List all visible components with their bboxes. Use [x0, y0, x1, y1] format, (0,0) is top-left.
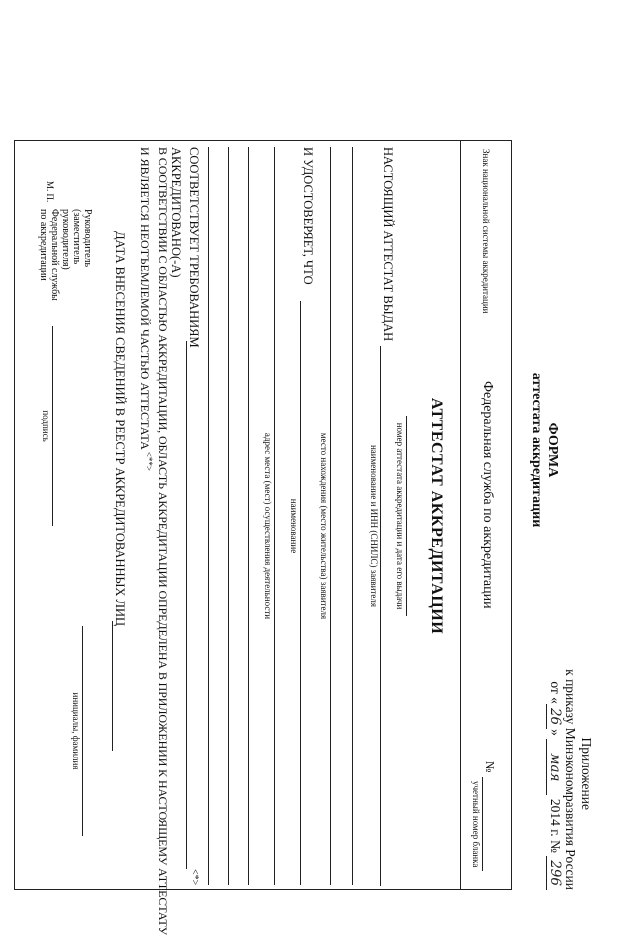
issued-line: [380, 346, 381, 886]
number-date-label: номер аттестата аккредитации и дата его выдачи: [395, 422, 405, 610]
location-line: [330, 147, 331, 885]
address-line-3: [228, 147, 229, 885]
certifies-label: И УДОСТОВЕРЯЕТ, ЧТО: [301, 147, 315, 285]
handwritten-day: 26: [546, 704, 563, 729]
initials-line: [82, 626, 83, 836]
certifies-line: [300, 301, 301, 885]
meets-label: СООТВЕТСТВУЕТ ТРЕБОВАНИЯМ: [187, 147, 201, 348]
handwritten-month: мая: [546, 739, 563, 795]
appendix-title: Приложение: [579, 737, 594, 810]
head-title: Руководитель (заместитель руководителя) Федеральной службы по аккредитации: [38, 209, 93, 301]
form-frame: [14, 140, 512, 935]
stamp-label: М. П.: [45, 181, 55, 203]
form-title-line1: ФОРМА: [545, 422, 560, 478]
address-line-2: [248, 147, 249, 885]
appendix-date: от «26» мая 2014 г. № 296: [547, 565, 564, 890]
appendix-order: к приказу Минэкономразвития России: [563, 669, 579, 890]
address-label: адрес места (мест) осуществления деятельности: [263, 432, 273, 620]
header-separator: [460, 141, 461, 889]
certificate-title: АТТЕСТАТ АККРЕДИТАЦИИ: [428, 397, 445, 635]
registry-date-label: ДАТА ВНЕСЕНИЯ СВЕДЕНИЙ В РЕЕСТР АККРЕДИТОВАННЫХ ЛИЦ: [113, 231, 127, 627]
agency-name: Федеральная служба по аккредитации: [480, 381, 495, 609]
number-symbol: №: [483, 761, 497, 773]
registry-date-line: [112, 621, 113, 751]
name-label: наименование: [289, 498, 299, 554]
signature-line: [52, 326, 53, 526]
location-label: место нахождения (место жительства) заявителя: [319, 432, 329, 620]
signature-label: подпись: [41, 410, 51, 442]
integral-line: И ЯВЛЯЕТСЯ НЕОТЪЕМЛЕМОЙ ЧАСТЬЮ АТТЕСТАТА<**>: [138, 147, 154, 471]
scope-line: В СООТВЕТСТВИИ С ОБЛАСТЬЮ АККРЕДИТАЦИИ, ОБЛАСТЬ АККРЕДИТАЦИИ ОПРЕДЕЛЕНА В ПРИЛОЖЕНИИ К НАСТОЯЩЕМУ АТТЕСТАТУ: [156, 147, 170, 935]
form-title-line2: аттестата аккредитации: [529, 372, 544, 528]
issued-line-2: [352, 147, 353, 885]
meets-line: [186, 341, 187, 869]
address-line-4: [208, 147, 209, 885]
number-date-line: [406, 416, 407, 616]
note-marker-2: <**>: [144, 451, 154, 471]
blank-number-label: учетный номер бланка: [471, 781, 481, 868]
issued-label: НАСТОЯЩИЙ АТТЕСТАТ ВЫДАН: [381, 147, 395, 342]
initials-label: инициалы, фамилия: [71, 692, 81, 770]
note-marker-1: <*>: [189, 869, 200, 886]
accredited-label: АККРЕДИТОВАНО(-А): [169, 147, 183, 278]
name-inn-label: наименование и ИНН (СНИЛС) заявителя: [369, 444, 379, 608]
blank-number-line: [482, 777, 483, 871]
certifies-line-2: [274, 147, 275, 885]
handwritten-number: 296: [546, 856, 563, 890]
sign-label: Знак национальной системы аккредитации: [481, 149, 491, 314]
form-title: [528, 240, 560, 660]
